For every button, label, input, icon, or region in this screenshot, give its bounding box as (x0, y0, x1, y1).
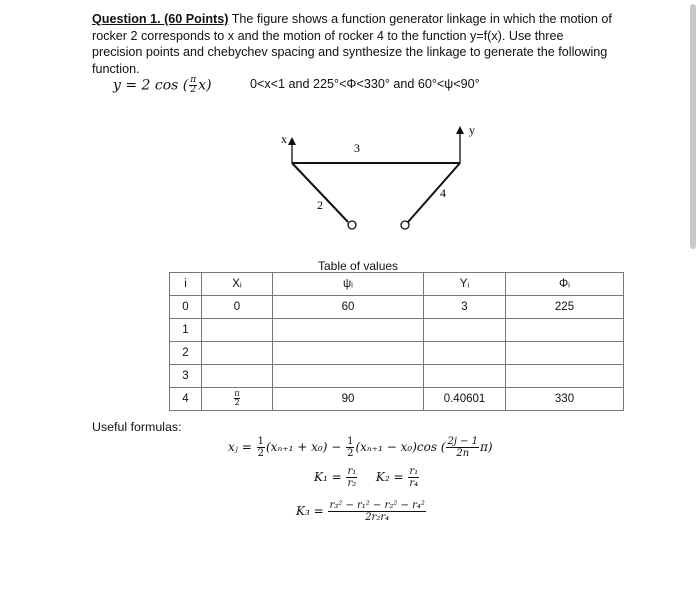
table-row: 2 (170, 342, 624, 365)
rocker-link-2 (292, 163, 348, 222)
input-ranges: 0<x<1 and 225°<Φ<330° and 60°<ψ<90° (250, 77, 480, 91)
target-function: y = 2 cos ( $\frac{\pi}{2}$ x) (113, 75, 212, 95)
header-psi: ψᵢ (273, 273, 424, 296)
label-y: y (469, 123, 475, 137)
header-i: i (170, 273, 202, 296)
x-arrow-head (288, 137, 296, 145)
rocker-link-4 (408, 163, 460, 222)
table-row: 3 (170, 365, 624, 388)
question-body: The figure shows a function generator linkage in which the motion of rocker 2 corresponds to x and the motion of rocker 4 to the function y=f(x). Use three precision points and chebychev spacing and synthesize the linkage to generate the following function. (92, 12, 612, 76)
table-header-row (170, 273, 624, 296)
label-x: x (281, 132, 287, 146)
table-row: 1 (170, 319, 624, 342)
x4-fraction-cell: $\frac{\pi}{2}$ (202, 388, 273, 411)
label-link-4: 4 (440, 186, 446, 200)
y-arrow-head (456, 126, 464, 134)
values-table (169, 272, 624, 411)
header-x: Xᵢ (202, 273, 273, 296)
linkage-figure (270, 118, 490, 238)
table-row: 0 0 60 3 225 (170, 296, 624, 319)
k1-k2-formulas: K₁ = $\frac{\text{r₁}}{\text{r₂}}$ K₂ = $\frac{\text{r₁}}{\text{r₄}}$ (314, 466, 419, 489)
header-y: Yᵢ (424, 273, 506, 296)
ground-pivot-2 (348, 221, 356, 229)
header-phi: Φᵢ (506, 273, 624, 296)
label-link-2: 2 (317, 198, 323, 212)
k3-formula: K₃ = $\frac{\text{r₃² − r₁² − r₂² − r₄²}}{\text{2r₂r₄}}$ (296, 500, 425, 523)
question-heading: Question 1. (60 Points) (92, 12, 229, 26)
chebyshev-spacing-formula: xⱼ = $\frac{1}{2}$ (xₙ₊₁ + x₀) − $\frac{1}{2}$ (xₙ₊₁ − x₀)cos ( $\frac{2j - 1}{2n}$ π) (228, 436, 493, 459)
scrollbar[interactable] (690, 4, 696, 249)
useful-formulas-label: Useful formulas: (92, 420, 182, 434)
label-link-3: 3 (354, 141, 360, 155)
table-caption: Table of values (318, 259, 399, 273)
question-text (92, 11, 612, 77)
ground-pivot-4 (401, 221, 409, 229)
table-row: 4 $\frac{\pi}{2}$ 90 0.40601 330 (170, 388, 624, 411)
